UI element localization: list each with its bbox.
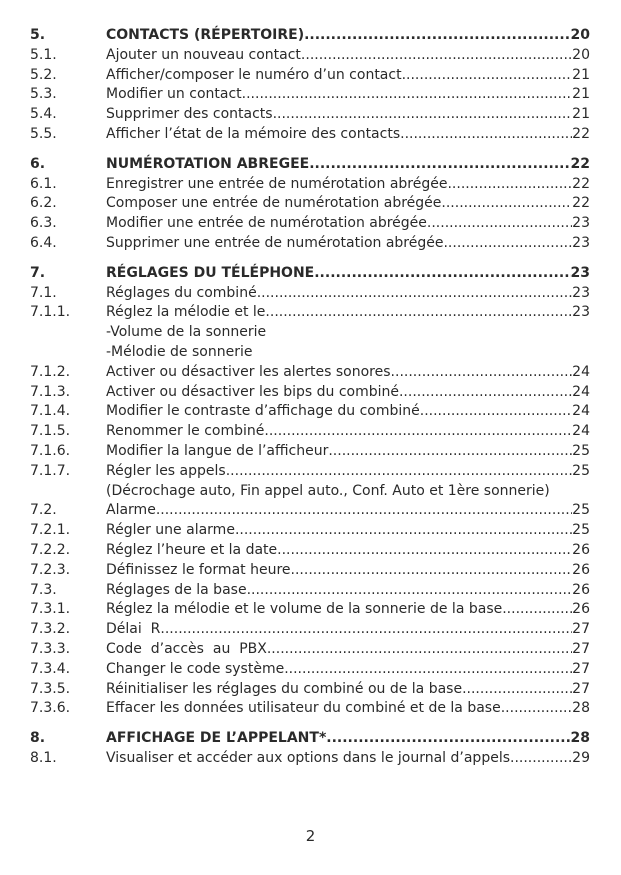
toc-entry-title: Afficher l’état de la mémoire des contacts <box>106 125 401 142</box>
toc-entry-number: 7.3.6. <box>30 700 71 717</box>
toc-page-ref: 23 <box>572 284 590 301</box>
toc-page-ref: 23 <box>570 264 590 281</box>
toc-entry-title: Modifier la langue de l’afficheur <box>106 442 329 459</box>
toc-page-ref: 21 <box>572 66 590 83</box>
toc-entry-title: -Mélodie de sonnerie <box>106 343 253 360</box>
toc-leader-dots <box>510 749 572 769</box>
toc-entry-title-wrap <box>106 482 590 502</box>
toc-note-row <box>30 482 590 502</box>
toc-entry-title-wrap <box>106 303 590 323</box>
toc-page-ref: 22 <box>570 155 590 172</box>
toc-page-ref: 24 <box>572 403 590 420</box>
toc-entry-title-wrap <box>106 66 590 86</box>
toc-entry-title: Changer le code système <box>106 660 285 677</box>
toc-entry-title-wrap <box>106 383 590 403</box>
toc-leader-dots <box>267 640 572 660</box>
toc-entry-row <box>30 561 590 581</box>
toc-entry-title-wrap <box>106 680 590 700</box>
toc-entry-title-wrap <box>106 501 590 521</box>
toc-entry-number: 8. <box>30 730 46 747</box>
toc-entry-title: Régler les appels <box>106 462 226 479</box>
toc-entry-row <box>30 402 590 422</box>
toc-entry-title-wrap <box>106 640 590 660</box>
toc-leader-dots <box>502 600 572 620</box>
toc-entry-title-wrap <box>106 284 590 304</box>
toc-entry-title-wrap <box>106 581 590 601</box>
toc-leader-dots <box>156 501 572 521</box>
toc-page-ref: 27 <box>572 621 590 638</box>
toc-entry-row <box>30 749 590 769</box>
toc-page-ref: 23 <box>572 304 590 321</box>
toc-entry-title: Code d’accès au PBX <box>106 640 267 657</box>
toc-entry-title-wrap <box>106 660 590 680</box>
toc-entry-row <box>30 620 590 640</box>
toc-entry-title-wrap <box>106 323 590 343</box>
toc-entry-title-wrap <box>106 541 590 561</box>
toc-entry-row <box>30 462 590 482</box>
toc-entry-title: Réglez l’heure et la date <box>106 541 278 558</box>
toc-page-ref: 25 <box>572 462 590 479</box>
toc-entry-title-wrap <box>106 561 590 581</box>
toc-leader-dots <box>284 660 572 680</box>
toc-page-ref: 28 <box>570 730 590 747</box>
toc-entry-title-wrap <box>106 26 590 46</box>
toc-entry-title: -Volume de la sonnerie <box>106 324 267 341</box>
toc-entry-number: 7.2. <box>30 502 57 519</box>
toc-leader-dots <box>226 462 572 482</box>
toc-page-ref: 20 <box>570 27 590 43</box>
toc-section-row <box>30 26 590 46</box>
toc-entry-title-wrap <box>106 521 590 541</box>
toc-entry-number: 7. <box>30 264 46 281</box>
toc-entry-title-wrap <box>106 264 590 284</box>
toc-entry-title-wrap <box>106 343 590 363</box>
toc-entry-title-wrap <box>106 442 590 462</box>
table-of-contents <box>30 26 590 769</box>
toc-entry-title-wrap <box>106 105 590 125</box>
toc-page-ref: 25 <box>572 522 590 539</box>
toc-entry-title-wrap <box>106 600 590 620</box>
toc-page-ref: 25 <box>572 442 590 459</box>
toc-entry-row <box>30 66 590 86</box>
toc-entry-title: Réglages du combiné <box>106 284 257 301</box>
toc-entry-title: Réglez la mélodie et le volume de la sonnerie de la base <box>106 601 503 618</box>
toc-leader-dots <box>402 66 573 86</box>
toc-page-ref: 27 <box>572 680 590 697</box>
toc-entry-number: 6. <box>30 155 46 172</box>
toc-leader-dots <box>291 561 573 581</box>
toc-page-ref: 23 <box>572 215 590 232</box>
toc-entry-title: Afficher/composer le numéro d’un contact <box>106 66 402 83</box>
toc-entry-row <box>30 660 590 680</box>
toc-entry-row <box>30 442 590 462</box>
toc-entry-title: Supprimer des contacts <box>106 106 273 123</box>
toc-page-ref: 27 <box>572 640 590 657</box>
toc-entry-title: Activer ou désactiver les bips du combiné <box>106 383 399 400</box>
toc-leader-dots <box>242 85 573 105</box>
toc-leader-dots <box>501 699 572 719</box>
toc-entry-row <box>30 175 590 195</box>
toc-entry-title: NUMÉROTATION ABREGEE <box>106 155 310 172</box>
toc-note-row <box>30 323 590 343</box>
toc-leader-dots <box>264 422 572 442</box>
toc-section-row <box>30 729 590 749</box>
toc-entry-number: 5.4. <box>30 106 57 123</box>
toc-entry-number: 7.1.6. <box>30 442 71 459</box>
toc-leader-dots <box>462 680 572 700</box>
toc-page-ref: 25 <box>572 502 590 519</box>
toc-entry-number: 7.2.2. <box>30 541 71 558</box>
toc-section-row <box>30 155 590 175</box>
toc-leader-dots <box>427 214 572 234</box>
toc-entry-row <box>30 303 590 323</box>
toc-leader-dots <box>247 581 573 601</box>
toc-leader-dots <box>160 620 572 640</box>
toc-entry-number: 7.2.3. <box>30 561 71 578</box>
toc-entry-title: (Décrochage auto, Fin appel auto., Conf. Auto et 1ère sonnerie) <box>106 482 550 499</box>
toc-entry-number: 5.3. <box>30 86 57 103</box>
toc-entry-row <box>30 501 590 521</box>
toc-leader-dots <box>391 363 573 383</box>
toc-leader-dots <box>326 729 570 749</box>
toc-entry-title: Visualiser et accéder aux options dans le journal d’appels <box>106 749 510 766</box>
toc-leader-dots <box>277 541 572 561</box>
toc-leader-dots <box>314 264 570 284</box>
toc-entry-row <box>30 600 590 620</box>
toc-entry-row <box>30 581 590 601</box>
toc-entry-row <box>30 541 590 561</box>
toc-entry-title-wrap <box>106 85 590 105</box>
toc-entry-row <box>30 105 590 125</box>
toc-page-ref: 22 <box>572 125 590 142</box>
toc-entry-title: Réinitialiser les réglages du combiné ou de la base <box>106 680 463 697</box>
toc-section-row <box>30 264 590 284</box>
toc-entry-title: Renommer le combiné <box>106 423 265 440</box>
toc-page-ref: 24 <box>572 383 590 400</box>
toc-entry-row <box>30 521 590 541</box>
toc-entry-number: 7.3. <box>30 581 57 598</box>
toc-entry-title: Composer une entrée de numérotation abrégée <box>106 195 442 212</box>
toc-entry-number: 6.3. <box>30 215 57 232</box>
toc-leader-dots <box>447 175 572 195</box>
toc-entry-title: AFFICHAGE DE L’APPELANT* <box>106 730 327 747</box>
toc-entry-row <box>30 699 590 719</box>
toc-entry-number: 5.2. <box>30 66 57 83</box>
toc-page-ref: 27 <box>572 660 590 677</box>
toc-entry-title: Délai R <box>106 621 161 638</box>
toc-entry-title: Supprimer une entrée de numérotation abrégée <box>106 234 444 251</box>
toc-entry-title: Réglez la mélodie et le <box>106 304 266 321</box>
toc-entry-title: Ajouter un nouveau contact <box>106 46 301 63</box>
toc-entry-title-wrap <box>106 462 590 482</box>
toc-entry-title-wrap <box>106 125 590 145</box>
toc-entry-title-wrap <box>106 749 590 769</box>
toc-entry-row <box>30 46 590 66</box>
toc-leader-dots <box>309 155 570 175</box>
toc-entry-number: 7.1.2. <box>30 363 71 380</box>
toc-page-ref: 21 <box>572 106 590 123</box>
toc-entry-number: 5. <box>30 27 46 43</box>
toc-entry-title-wrap <box>106 194 590 214</box>
toc-entry-title-wrap <box>106 422 590 442</box>
toc-entry-number: 7.1.1. <box>30 304 71 321</box>
toc-page-ref: 22 <box>572 195 590 212</box>
toc-entry-title: Modifier le contraste d’affichage du combiné <box>106 403 420 420</box>
toc-entry-row <box>30 363 590 383</box>
toc-entry-title: Modifier un contact <box>106 86 242 103</box>
toc-page-ref: 26 <box>572 581 590 598</box>
toc-entry-title-wrap <box>106 175 590 195</box>
toc-entry-title: Effacer les données utilisateur du combiné et de la base <box>106 700 501 717</box>
toc-entry-number: 8.1. <box>30 749 57 766</box>
toc-entry-number: 5.5. <box>30 125 57 142</box>
toc-entry-row <box>30 85 590 105</box>
toc-entry-number: 7.3.4. <box>30 660 71 677</box>
toc-page-ref: 26 <box>572 601 590 618</box>
toc-entry-title-wrap <box>106 46 590 66</box>
toc-page-ref: 23 <box>572 234 590 251</box>
toc-entry-title-wrap <box>106 363 590 383</box>
toc-leader-dots <box>328 442 572 462</box>
toc-leader-dots <box>443 234 572 254</box>
toc-entry-row <box>30 640 590 660</box>
toc-entry-title: Activer ou désactiver les alertes sonores <box>106 363 391 380</box>
toc-entry-number: 7.3.5. <box>30 680 71 697</box>
toc-entry-title-wrap <box>106 699 590 719</box>
toc-entry-number: 7.1. <box>30 284 57 301</box>
toc-entry-number: 7.1.4. <box>30 403 71 420</box>
toc-entry-title-wrap <box>106 729 590 749</box>
toc-entry-row <box>30 214 590 234</box>
toc-entry-number: 6.2. <box>30 195 57 212</box>
toc-entry-row <box>30 383 590 403</box>
toc-entry-number: 7.3.3. <box>30 640 71 657</box>
toc-entry-row <box>30 234 590 254</box>
toc-leader-dots <box>304 26 570 46</box>
toc-entry-title: Régler une alarme <box>106 522 235 539</box>
toc-entry-row <box>30 194 590 214</box>
toc-entry-number: 6.4. <box>30 234 57 251</box>
toc-leader-dots <box>301 46 572 66</box>
toc-entry-title-wrap <box>106 402 590 422</box>
toc-entry-number: 7.1.3. <box>30 383 71 400</box>
toc-page-ref: 24 <box>572 423 590 440</box>
toc-entry-title-wrap <box>106 620 590 640</box>
toc-page-ref: 29 <box>572 749 590 766</box>
toc-entry-row <box>30 422 590 442</box>
toc-entry-title-wrap <box>106 214 590 234</box>
toc-leader-dots <box>273 105 573 125</box>
page-number: 2 <box>305 827 316 845</box>
toc-leader-dots <box>257 284 572 304</box>
toc-leader-dots <box>420 402 572 422</box>
toc-leader-dots <box>235 521 572 541</box>
toc-entry-title: Modifier une entrée de numérotation abrégée <box>106 215 427 232</box>
toc-entry-title: Réglages de la base <box>106 581 247 598</box>
toc-page-ref: 24 <box>572 363 590 380</box>
toc-leader-dots <box>441 194 572 214</box>
toc-entry-number: 7.3.1. <box>30 601 71 618</box>
toc-entry-title-wrap <box>106 155 590 175</box>
toc-entry-row <box>30 284 590 304</box>
toc-leader-dots <box>400 125 572 145</box>
toc-entry-number: 7.2.1. <box>30 522 71 539</box>
toc-entry-number: 7.1.5. <box>30 423 71 440</box>
toc-entry-title-wrap <box>106 234 590 254</box>
toc-page-ref: 28 <box>572 700 590 717</box>
toc-note-row <box>30 343 590 363</box>
toc-page-ref: 22 <box>572 175 590 192</box>
toc-entry-number: 5.1. <box>30 46 57 63</box>
toc-page-ref: 21 <box>572 86 590 103</box>
toc-entry-title: Alarme <box>106 502 156 519</box>
toc-entry-number: 7.3.2. <box>30 621 71 638</box>
toc-entry-row <box>30 680 590 700</box>
toc-leader-dots <box>265 303 572 323</box>
toc-page-ref: 20 <box>572 46 590 63</box>
toc-entry-row <box>30 125 590 145</box>
toc-entry-title: Enregistrer une entrée de numérotation abrégée <box>106 175 448 192</box>
toc-entry-title: RÉGLAGES DU TÉLÉPHONE <box>106 264 315 281</box>
toc-leader-dots <box>399 383 572 403</box>
toc-entry-number: 6.1. <box>30 175 57 192</box>
toc-entry-number: 7.1.7. <box>30 462 71 479</box>
toc-entry-title: Définissez le format heure <box>106 561 291 578</box>
toc-page-ref: 26 <box>572 541 590 558</box>
toc-page-ref: 26 <box>572 561 590 578</box>
toc-entry-title: CONTACTS (RÉPERTOIRE) <box>106 27 305 43</box>
